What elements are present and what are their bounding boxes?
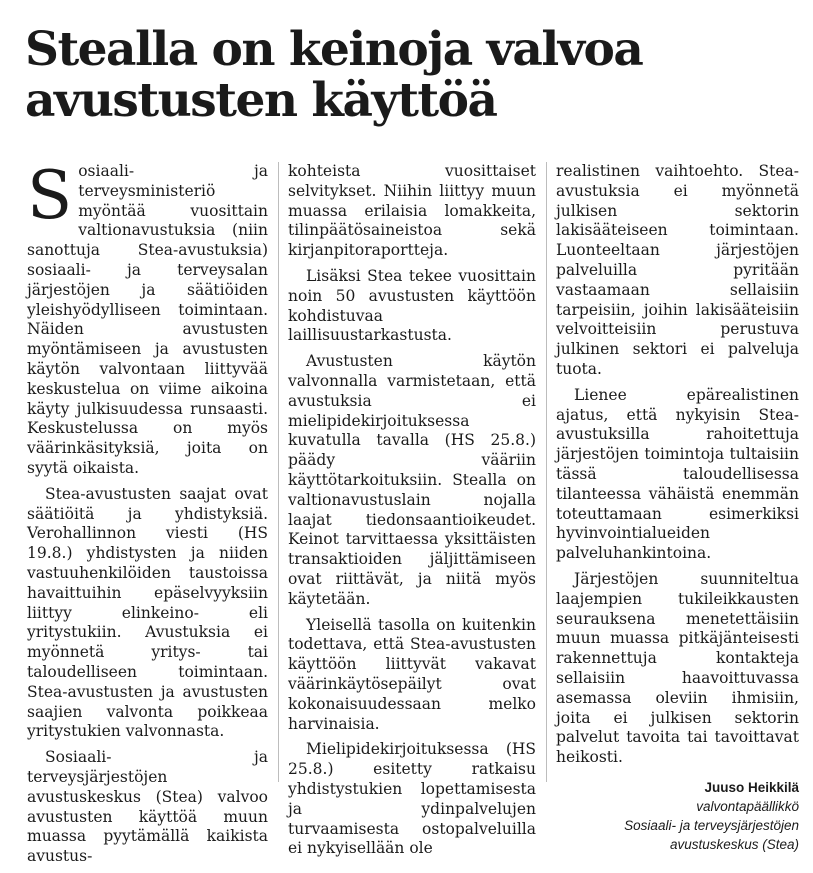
article-paragraph: kohteista vuosittaiset selvitykset. Niihin liittyy muun muassa erilaisia lomakkeita, tilinpäätösaineistoa sekä kirjanpitoraportteja.	[288, 162, 536, 260]
author-name: Juuso Heikkilä	[704, 779, 799, 795]
article-column-1	[27, 157, 268, 873]
author-organization-line-1: Sosiaali- ja terveysjärjestöjen	[624, 817, 799, 833]
article-paragraph: Järjestöjen suunniteltua laajempien tukileikkausten seurauksena menetettäisiin muun muassa pitkäjänteisesti rakennettuja kontakteja sellaisiin haavoittuvassa asemassa oleviin ihmisiin, joita ei julkisen sektorin palvelut tavoita tai tavoittavat heikosti.	[556, 569, 799, 767]
paragraph-text: osiaali- ja terveysministeriö myöntää vuosittain valtionavustuksia (niin sanottuja Stea-avustuksia) sosiaali- ja terveysalan järjestöjen ja säätiöiden yleishyödylliseen toimintaan. Näiden avustusten myöntämiseen ja avustusten käytön valvontaan liittyvää keskustelua on viime aikoina käyty julkisuudessa runsaasti. Keskustelussa on myös väärinkäsityksiä, joita on syytä oikaista.	[27, 162, 268, 477]
article-paragraph: Stea-avustusten saajat ovat säätiöitä ja yhdistyksiä. Verohallinnon viesti (HS 19.8.) yhdistysten ja niiden vastuuhenkilöiden taustoissa havaittuihin epäselvyyksiin liittyy elinkeino- eli yritystukiin. Avustuksia ei myönnetä yritys- tai taloudelliseen toimintaan. Stea-avustusten ja avustusten saajien valvonta poikkeaa yritystukien valvonnasta.	[27, 484, 268, 741]
article-paragraph: Lienee epärealistinen ajatus, että nykyisin Stea-avustuksilla rahoitettuja järjestöjen toimintoja tultaisiin tässä taloudellisessa tilanteessa vähäistä enemmän toteuttamaan esimerkiksi hyvinvointialueiden palveluhankintoina.	[556, 385, 799, 563]
article-column-3	[556, 162, 799, 854]
author-signature	[556, 778, 799, 854]
drop-cap: S	[27, 157, 73, 234]
article-paragraph: Mielipidekirjoituksessa (HS 25.8.) esitetty ratkaisu yhdistystukien lopettamisesta ja ydinpalvelujen turvaamisesta ostopalveluilla ei nykyisellään ole	[288, 740, 536, 858]
article-paragraph: Yleisellä tasolla on kuitenkin todettava, että Stea-avustusten käyttöön liittyvät vakavat väärinkäytösepäilyt ovat kokonaisuudessaan melko harvinaisia.	[288, 615, 536, 733]
headline-line-2: avustusten käyttöä	[25, 73, 497, 128]
article-paragraph	[27, 157, 268, 479]
article-column-2	[288, 162, 536, 865]
article-paragraph: Lisäksi Stea tekee vuosittain noin 50 avustusten käyttöön kohdistuvaa laillisuustarkastusta.	[288, 266, 536, 345]
author-title: valvontapäällikkö	[696, 798, 799, 814]
author-organization-line-2: avustuskeskus (Stea)	[669, 836, 799, 852]
column-divider	[546, 162, 547, 782]
column-divider	[278, 162, 279, 782]
headline	[25, 24, 795, 126]
article-paragraph: Sosiaali- ja terveysjärjestöjen avustuskeskus (Stea) valvoo avustusten käyttöä muun muassa pyytämällä kaikista avustus-	[27, 748, 268, 866]
headline-line-1: Stealla on keinoja valvoa	[25, 22, 643, 77]
article-paragraph: Avustusten käytön valvonnalla varmistetaan, että avustuksia ei mielipidekirjoituksessa kuvatulla tavalla (HS 25.8.) päädy vääriin käyttötarkoituksiin. Stealla on valtionavustuslain nojalla laajat tiedonsaantioikeudet. Keinot tarvittaessa yksittäisten transaktioiden jäljittämiseen ovat riittävät, ja niitä myös käytetään.	[288, 352, 536, 608]
article-paragraph: realistinen vaihtoehto. Stea-avustuksia ei myönnetä julkisen sektorin lakisääteiseen toimintaan. Luonteeltaan järjestöjen palveluilla pyritään vastaamaan sellaisiin tarpeisiin, joihin lakisääteisiin velvoitteisiin perustuva julkinen sektori ei palveluja tuota.	[556, 162, 799, 378]
